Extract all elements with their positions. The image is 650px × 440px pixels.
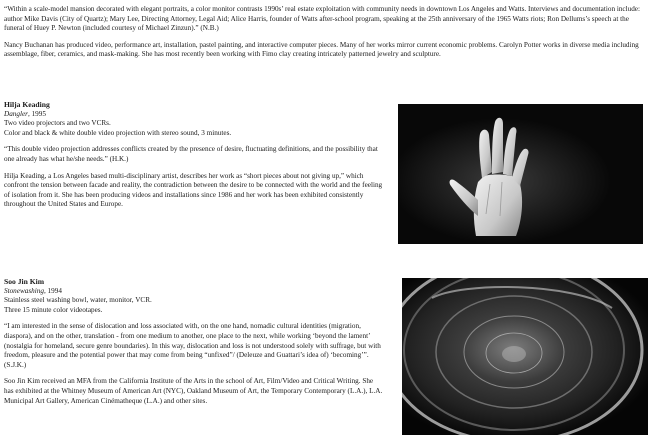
artist-bio: Hilja Keading, a Los Angeles based multi-disciplinary artist, describes her work as “short pieces about not giving up,” which confront the tension between facade and reality, the contradiction between the desire to be connected with the world and the feeling of isolation from it. She has been producing videos and installations since 1986 and her work has been exhibited consistently throughout the United States and Europe. bbox=[4, 171, 383, 209]
artist-name: Soo Jin Kim bbox=[4, 277, 45, 286]
washing-bowl-photo bbox=[402, 278, 648, 435]
work-media: Stainless steel washing bowl, water, monitor, VCR. bbox=[4, 296, 152, 305]
hand-projection-photo bbox=[398, 104, 643, 244]
work-format: Three 15 minute color videotapes. bbox=[4, 305, 103, 314]
work-title: Stonewashing bbox=[4, 286, 44, 295]
intro-section bbox=[4, 5, 642, 67]
work-format: Color and black & white double video projection with stereo sound, 3 minutes. bbox=[4, 128, 232, 137]
artist-entry-soo-jin-kim bbox=[4, 277, 384, 406]
artist-bio: Soo Jin Kim received an MFA from the California Institute of the Arts in the school of Art, Film/Video and Critical Writing. She has exhibited at the Whitney Museum of American Art (NYC), Oakland Museum of Art, the Temporary Contemporary (L.A.), L.A. Municipal Art Gallery, American Cinématheque (L.A.) and other sites. bbox=[4, 377, 383, 405]
artist-quote: “This double video projection addresses conflicts created by the presence of desire, fluctuating definitions, and the possibility that one already has what he/she needs.” (H.K.) bbox=[4, 145, 378, 163]
artist-entry-hilja-keading bbox=[4, 100, 386, 210]
work-title-line bbox=[4, 110, 386, 120]
work-title-line bbox=[4, 287, 384, 297]
work-year: , 1994 bbox=[43, 286, 62, 295]
intro-paragraph-2: Nancy Buchanan has produced video, performance art, installation, pastel painting, and interactive computer pieces. Many of her works mirror current economic problems. Carolyn Potter works in diverse media including assemblage, fiber, ceramics, and mask-making. She has most recently been working with Fimo clay creating intricately patterned jewelry and sculpture. bbox=[4, 40, 639, 59]
work-media: Two video projectors and two VCRs. bbox=[4, 119, 111, 128]
artist-quote: “I am interested in the sense of dislocation and loss associated with, on the one hand, nomadic cultural identities (migration, diaspora), and on the other, translation - from one medium to another, one place to the next, while working ‘beyond the lament’ (nostalgia for homeland, secure genre boundaries). In this way, dislocation and loss is not understood solely with suffrage, but with freedom, pleasure and the potential power that may come from being “unfixed”/ (Deleuze and Guattari’s idea of) ‘becoming’”. (S.J.K.) bbox=[4, 322, 381, 369]
artist-name: Hilja Keading bbox=[4, 100, 50, 109]
intro-paragraph-1: “Within a scale-model mansion decorated with elegant portraits, a color monitor contrasts 1990s’ real estate exploitation with community needs in downtown Los Angeles and Watts. Interviews and documentation include: author Mike Davis (City of Quartz); Mary Lee, Directing Attorney, Legal Aid; Alice Harris, founder of Watts after-school program, speaking at the 25th anniversary of the 1965 Watts riots; Ron Dellums’s speech at the funeral of Huey P. Newton (included courtesy of Michael Zinzun).” (N.B.) bbox=[4, 5, 640, 33]
work-title: Dangler bbox=[4, 109, 28, 118]
work-year: , 1995 bbox=[27, 109, 46, 118]
